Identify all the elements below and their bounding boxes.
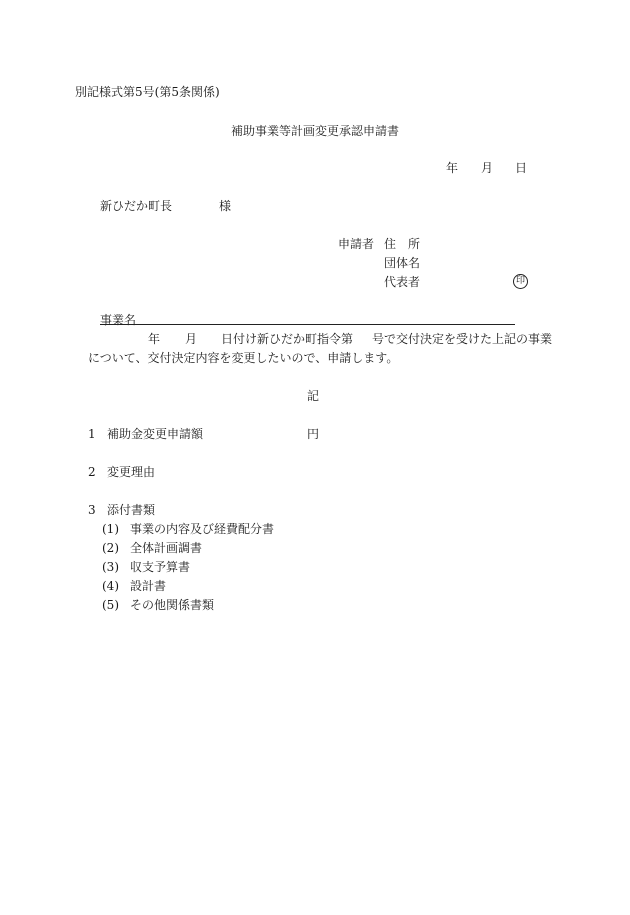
project-name-label: 事業名 [100,313,137,327]
attachment-label: 全体計画調書 [130,541,203,555]
applicant-label: 申請者 [338,237,375,251]
addressee-honorific: 様 [219,199,232,213]
attachment-number: (3) [102,560,119,574]
attachment-number: (5) [102,598,119,612]
organization-label: 団体名 [384,256,421,270]
body-text-line2: について、交付決定内容を変更したいので、申請します。 [88,351,399,365]
form-number-label: 別記様式第5号(第5条関係) [75,85,220,99]
date-year-label: 年 [446,161,459,175]
addressee-name: 新ひだか町長 [100,199,173,213]
document-title: 補助事業等計画変更承認申請書 [231,124,400,138]
item-label-attachments: 添付書類 [107,503,156,517]
seal-mark: 印 [513,274,528,289]
attachment-label: 事業の内容及び経費配分書 [130,522,275,536]
date-month-label: 月 [481,161,494,175]
item-label-amount: 補助金変更申請額 [107,427,204,441]
attachment-number: (2) [102,541,119,555]
attachment-label: 収支予算書 [130,560,191,574]
body-text-middle: 日付け新ひだか町指令第 [221,332,354,346]
representative-label: 代表者 [384,275,421,289]
attachment-label: その他関係書類 [130,598,215,612]
ki-heading: 記 [307,389,320,403]
project-name-underline [100,324,515,325]
item-number: 1 [88,427,96,441]
item-number: 2 [88,465,96,479]
body-year-label: 年 [148,332,161,346]
attachment-number: (4) [102,579,119,593]
item-label-reason: 変更理由 [107,465,156,479]
body-text-end: 号で交付決定を受けた上記の事業 [372,332,553,346]
attachment-label: 設計書 [130,579,167,593]
body-month-label: 月 [185,332,198,346]
item-number: 3 [88,503,96,517]
date-day-label: 日 [515,161,528,175]
address-label: 住 所 [384,237,421,251]
attachment-number: (1) [102,522,119,536]
item-unit-yen: 円 [307,427,320,441]
